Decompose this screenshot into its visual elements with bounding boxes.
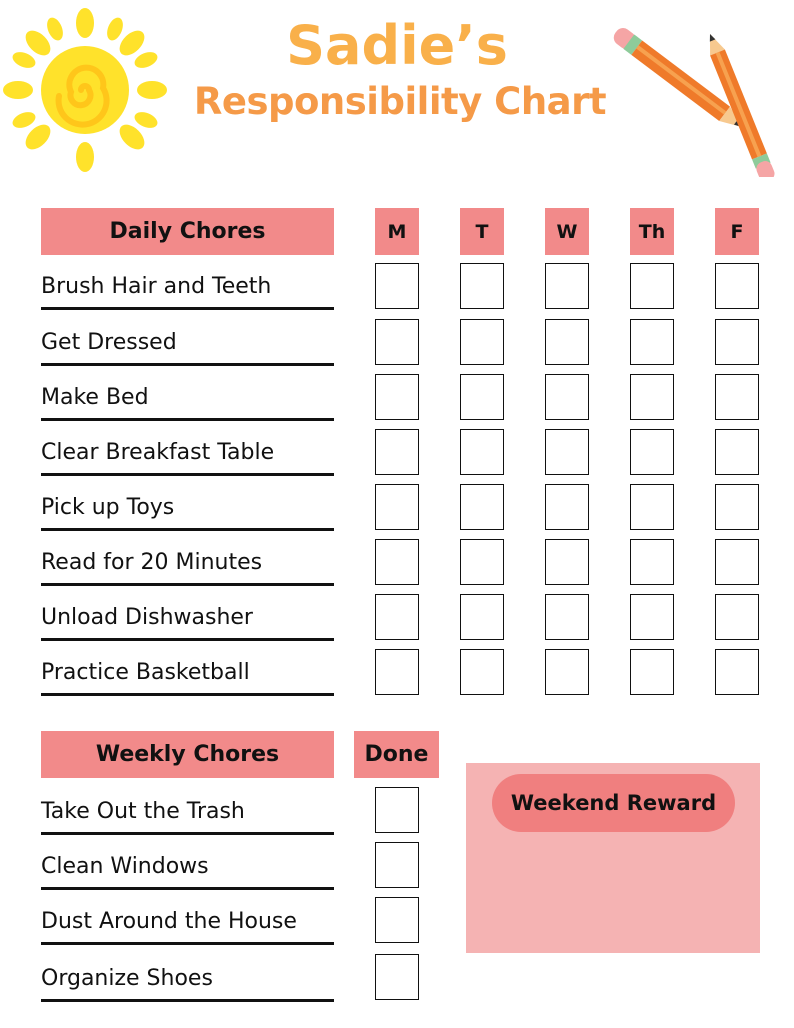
daily-checkbox-4-0[interactable] bbox=[375, 484, 419, 530]
daily-checkbox-2-4[interactable] bbox=[715, 374, 759, 420]
day-header-0: M bbox=[375, 208, 419, 255]
day-header-1: T bbox=[460, 208, 504, 255]
daily-checkbox-3-3[interactable] bbox=[630, 429, 674, 475]
daily-checkbox-1-0[interactable] bbox=[375, 319, 419, 365]
daily-checkbox-0-3[interactable] bbox=[630, 263, 674, 309]
daily-checkbox-5-0[interactable] bbox=[375, 539, 419, 585]
daily-chore-7: Practice Basketball bbox=[41, 644, 334, 696]
daily-checkbox-7-2[interactable] bbox=[545, 649, 589, 695]
daily-chore-3: Clear Breakfast Table bbox=[41, 424, 334, 476]
daily-chore-2: Make Bed bbox=[41, 369, 334, 421]
daily-checkbox-0-1[interactable] bbox=[460, 263, 504, 309]
weekly-chore-3: Organize Shoes bbox=[41, 950, 334, 1002]
daily-checkbox-5-4[interactable] bbox=[715, 539, 759, 585]
daily-checkbox-3-1[interactable] bbox=[460, 429, 504, 475]
daily-checkbox-2-3[interactable] bbox=[630, 374, 674, 420]
daily-checkbox-6-4[interactable] bbox=[715, 594, 759, 640]
pencil-icon bbox=[598, 22, 778, 177]
day-header-3: Th bbox=[630, 208, 674, 255]
daily-checkbox-7-3[interactable] bbox=[630, 649, 674, 695]
daily-chore-0: Brush Hair and Teeth bbox=[41, 258, 334, 310]
weekend-reward-label: Weekend Reward bbox=[492, 774, 735, 832]
daily-checkbox-2-1[interactable] bbox=[460, 374, 504, 420]
weekly-chores-heading: Weekly Chores bbox=[41, 731, 334, 778]
weekly-done-checkbox-2[interactable] bbox=[375, 897, 419, 943]
weekly-chore-2: Dust Around the House bbox=[41, 893, 334, 945]
daily-chore-6: Unload Dishwasher bbox=[41, 589, 334, 641]
daily-checkbox-6-2[interactable] bbox=[545, 594, 589, 640]
daily-checkbox-3-0[interactable] bbox=[375, 429, 419, 475]
weekly-chore-1: Clean Windows bbox=[41, 838, 334, 890]
daily-chore-4: Pick up Toys bbox=[41, 479, 334, 531]
daily-checkbox-6-0[interactable] bbox=[375, 594, 419, 640]
daily-checkbox-3-2[interactable] bbox=[545, 429, 589, 475]
daily-checkbox-4-2[interactable] bbox=[545, 484, 589, 530]
daily-checkbox-0-0[interactable] bbox=[375, 263, 419, 309]
daily-checkbox-6-3[interactable] bbox=[630, 594, 674, 640]
daily-checkbox-0-2[interactable] bbox=[545, 263, 589, 309]
daily-checkbox-2-0[interactable] bbox=[375, 374, 419, 420]
daily-checkbox-5-1[interactable] bbox=[460, 539, 504, 585]
daily-chore-5: Read for 20 Minutes bbox=[41, 534, 334, 586]
daily-checkbox-3-4[interactable] bbox=[715, 429, 759, 475]
weekly-chore-0: Take Out the Trash bbox=[41, 783, 334, 835]
daily-checkbox-6-1[interactable] bbox=[460, 594, 504, 640]
daily-checkbox-5-3[interactable] bbox=[630, 539, 674, 585]
weekly-done-checkbox-1[interactable] bbox=[375, 842, 419, 888]
weekly-done-checkbox-3[interactable] bbox=[375, 954, 419, 1000]
daily-checkbox-2-2[interactable] bbox=[545, 374, 589, 420]
daily-checkbox-0-4[interactable] bbox=[715, 263, 759, 309]
daily-checkbox-7-4[interactable] bbox=[715, 649, 759, 695]
weekly-done-checkbox-0[interactable] bbox=[375, 787, 419, 833]
daily-checkbox-1-4[interactable] bbox=[715, 319, 759, 365]
daily-checkbox-1-1[interactable] bbox=[460, 319, 504, 365]
day-header-4: F bbox=[715, 208, 759, 255]
daily-checkbox-4-1[interactable] bbox=[460, 484, 504, 530]
daily-checkbox-7-1[interactable] bbox=[460, 649, 504, 695]
done-heading: Done bbox=[354, 731, 439, 778]
daily-checkbox-7-0[interactable] bbox=[375, 649, 419, 695]
daily-checkbox-1-2[interactable] bbox=[545, 319, 589, 365]
daily-chores-heading: Daily Chores bbox=[41, 208, 334, 255]
daily-checkbox-4-4[interactable] bbox=[715, 484, 759, 530]
daily-checkbox-1-3[interactable] bbox=[630, 319, 674, 365]
daily-checkbox-5-2[interactable] bbox=[545, 539, 589, 585]
page-subtitle: Responsibility Chart bbox=[193, 80, 607, 123]
daily-checkbox-4-3[interactable] bbox=[630, 484, 674, 530]
day-header-2: W bbox=[545, 208, 589, 255]
daily-chore-1: Get Dressed bbox=[41, 314, 334, 366]
page-title: Sadie’s bbox=[286, 14, 508, 77]
